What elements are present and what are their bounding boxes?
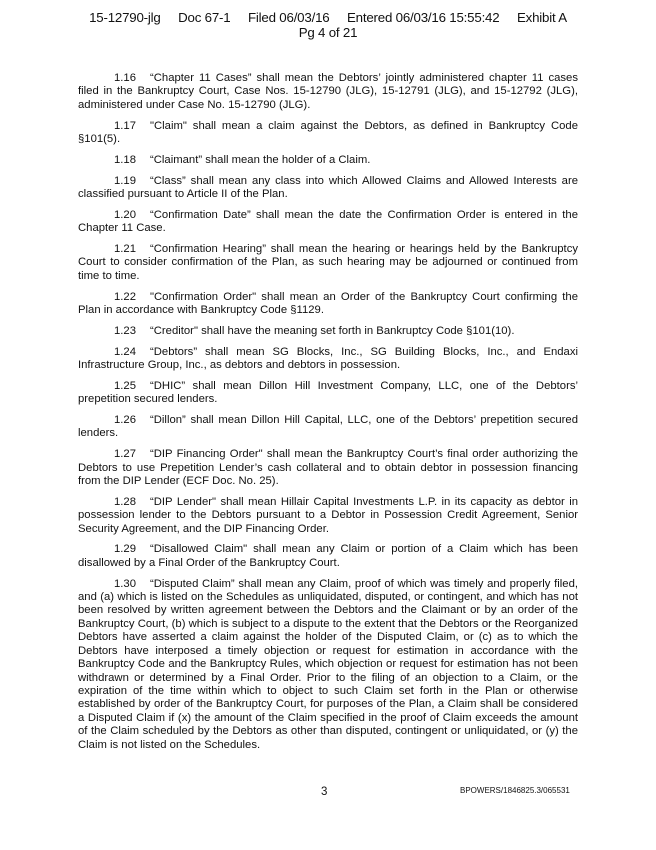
section-number: 1.20 xyxy=(114,208,136,221)
definition-paragraph xyxy=(78,120,578,147)
section-number: 1.18 xyxy=(114,153,136,166)
section-number: 1.29 xyxy=(114,543,136,556)
court-filing-header xyxy=(0,10,656,40)
definition-paragraph xyxy=(78,578,578,752)
section-number: 1.23 xyxy=(114,324,136,337)
section-number: 1.17 xyxy=(114,119,136,132)
definition-paragraph xyxy=(78,291,578,318)
section-number: 1.25 xyxy=(114,379,136,392)
section-number: 1.21 xyxy=(114,243,136,256)
definition-text: “DIP Financing Order" shall mean the Bankruptcy Court’s final order authorizing the Debtors to use Prepetition Lender’s cash collateral and to obtain debtor in possession financing from the DIP Lender (ECF Doc. No. 25). xyxy=(78,448,578,488)
definition-text: “Confirmation Hearing” shall mean the hearing or hearings held by the Bankruptcy Court to consider confirmation of the Plan, as such hearing may be adjourned or continued from time to time. xyxy=(78,243,578,282)
section-number: 1.19 xyxy=(114,174,136,187)
definition-paragraph xyxy=(78,496,578,536)
definition-text: "Claim" shall mean a claim against the Debtors, as defined in Bankruptcy Code §101(5). xyxy=(78,119,578,146)
definition-paragraph xyxy=(78,72,578,112)
definition-text: "Confirmation Order" shall mean an Order of the Bankruptcy Court confirming the Plan in accordance with Bankruptcy Code §1129. xyxy=(78,290,578,317)
entered-date: Entered 06/03/16 15:55:42 xyxy=(346,10,500,25)
doc-number: Doc 67-1 xyxy=(178,10,231,25)
section-number: 1.26 xyxy=(114,414,136,427)
document-id: BPOWERS/1846825.3/065531 xyxy=(460,786,570,795)
filed-date: Filed 06/03/16 xyxy=(247,10,330,25)
definition-paragraph xyxy=(78,414,578,441)
definition-paragraph xyxy=(78,346,578,373)
document-body xyxy=(78,72,578,759)
definition-paragraph xyxy=(78,209,578,236)
definition-text: “Disallowed Claim" shall mean any Claim or portion of a Claim which has been disallowed by a Final Order of the Bankruptcy Court. xyxy=(78,543,578,569)
section-number: 1.24 xyxy=(114,345,136,358)
definition-text: “Disputed Claim” shall mean any Claim, proof of which was timely and properly filed, and (a) which is listed on the Schedules as unliquidated, disputed, or contingent, and which has not been resolved by written agreement between the Debtors and the Claimant or by an order of the Bankruptcy Court, (b) which is subject to a dispute to the extent that the Debtors or the Reorganized Debtors have asserted a claim against the holder of the Disputed Claim, or (c) as to which the Debtors have interposed a timely objection or request for estimation in accordance with the Bankruptcy Code and the Bankruptcy Rules, which objection or request for estimation has not been withdrawn or determined by a Final Order. Prior to the filing of an objection to a Claim, or the expiration of the time within which to object to such Claim set forth in the Plan or otherwise established by order of the Bankruptcy Court, for purposes of the Plan, a Claim shall be considered a Disputed Claim if (x) the amount of the Claim specified in the proof of Claim exceeds the amount of the Claim scheduled by the Debtors as other than disputed, contingent or unliquidated, or (y) the Claim is not listed on the Schedules. xyxy=(78,577,578,751)
case-number: 15-12790-jlg xyxy=(89,10,161,25)
section-number: 1.22 xyxy=(114,290,136,303)
definition-text: “Claimant” shall mean the holder of a Claim. xyxy=(150,153,371,166)
page-number: 3 xyxy=(321,786,328,798)
definition-paragraph xyxy=(78,154,578,167)
definition-text: “Confirmation Date” shall mean the date the Confirmation Order is entered in the Chapter 11 Case. xyxy=(78,208,578,235)
definition-text: “Chapter 11 Cases” shall mean the Debtors’ jointly administered chapter 11 cases filed in the Bankruptcy Court, Case Nos. 15-12790 (JLG), 15-12791 (JLG), and 15-12792 (JLG), administered under Case No. 15-12790 (JLG). xyxy=(78,72,578,111)
section-number: 1.28 xyxy=(114,495,136,508)
definition-text: “Dillon” shall mean Dillon Hill Capital, LLC, one of the Debtors’ prepetition secured lenders. xyxy=(78,414,578,440)
definition-text: “DHIC” shall mean Dillon Hill Investment Company, LLC, one of the Debtors’ prepetition secured lenders. xyxy=(78,379,578,406)
section-number: 1.16 xyxy=(114,72,136,84)
definition-text: “Creditor" shall have the meaning set forth in Bankruptcy Code §101(10). xyxy=(150,324,515,337)
definition-paragraph xyxy=(78,175,578,202)
definition-paragraph xyxy=(78,543,578,570)
definition-text: “DIP Lender" shall mean Hillair Capital Investments L.P. in its capacity as debtor in possession lender to the Debtors pursuant to a Debtor in Possession Credit Agreement, Senior Security Agreement, and the DIP Financing Order. xyxy=(78,495,578,535)
section-number: 1.27 xyxy=(114,448,136,461)
definition-paragraph xyxy=(78,325,578,338)
section-number: 1.30 xyxy=(114,577,136,590)
page-count: Pg 4 of 21 xyxy=(298,25,358,40)
definition-paragraph xyxy=(78,448,578,488)
exhibit-label: Exhibit A xyxy=(516,10,567,25)
definition-paragraph xyxy=(78,380,578,407)
filing-stamp-line xyxy=(0,10,656,25)
definition-text: “Class” shall mean any class into which Allowed Claims and Allowed Interests are classified pursuant to Article II of the Plan. xyxy=(78,174,578,201)
definition-paragraph xyxy=(78,243,578,283)
definition-text: “Debtors” shall mean SG Blocks, Inc., SG Building Blocks, Inc., and Endaxi Infrastructure Group, Inc., as debtors and debtors in possession. xyxy=(78,345,578,372)
